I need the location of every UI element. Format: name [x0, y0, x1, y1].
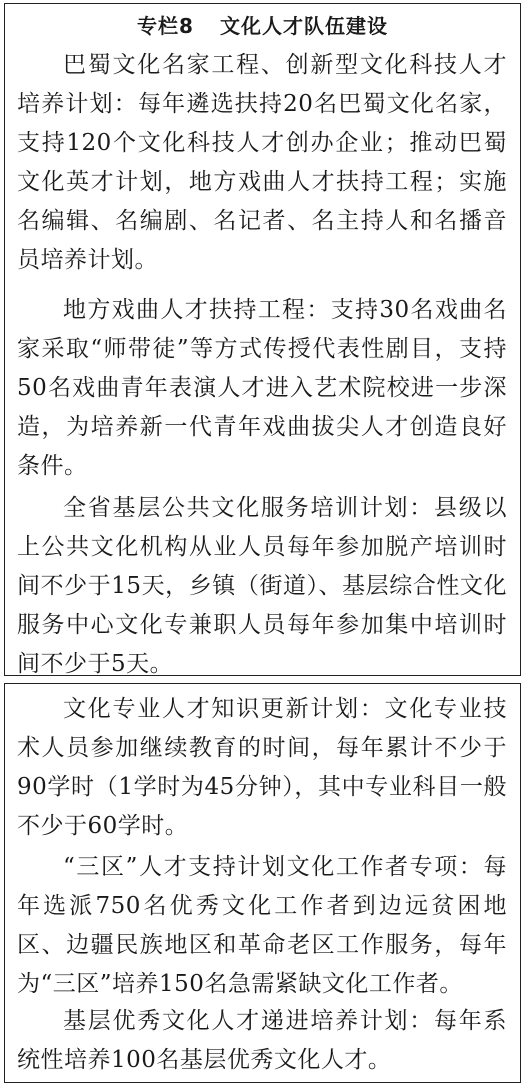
- column-continuation-box: [4, 683, 521, 1083]
- column-title: [5, 12, 520, 40]
- column-number: 专栏8: [137, 14, 194, 38]
- paragraph-three-regions: “三区”人才支持计划文化工作者专项：每年选派750名优秀文化工作者到边远贫困地区、边疆民族地区和革命老区工作服务，每年为“三区”培养150名急需紧缺文化工作者。: [17, 854, 507, 997]
- paragraph-progressive-training: 基层优秀文化人才递进培养计划：每年系统性培养100名基层优秀文化人才。: [17, 1008, 507, 1073]
- column-heading: 文化人才队伍建设: [219, 14, 388, 38]
- column-box: [4, 3, 521, 676]
- paragraph-grassroots-training: 全省基层公共文化服务培训计划：县级以上公共文化机构从业人员每年参加脱产培训时间不少于15天，乡镇（街道）、基层综合性文化服务中心文化专兼职人员每年参加集中培训时间不少于5天。: [17, 495, 507, 677]
- paragraph-knowledge-update: 文化专业人才知识更新计划：文化专业技术人员参加继续教育的时间，每年累计不少于90学时（1学时为45分钟），其中专业科目一般不少于60学时。: [17, 696, 507, 839]
- paragraph-opera-talent: 地方戏曲人才扶持工程：支持30名戏曲名家采取“师带徒”等方式传授代表性剧目，支持50名戏曲青年表演人才进入艺术院校进一步深造，为培养新一代青年戏曲拔尖人才创造良好条件。: [17, 297, 507, 479]
- paragraph-bashu-culture: 巴蜀文化名家工程、创新型文化科技人才培养计划：每年遴选扶持20名巴蜀文化名家，支持120个文化科技人才创办企业；推动巴蜀文化英才计划，地方戏曲人才扶持工程；实施名编辑、名编剧、名记者、名主持人和名播音员培养计划。: [17, 52, 507, 273]
